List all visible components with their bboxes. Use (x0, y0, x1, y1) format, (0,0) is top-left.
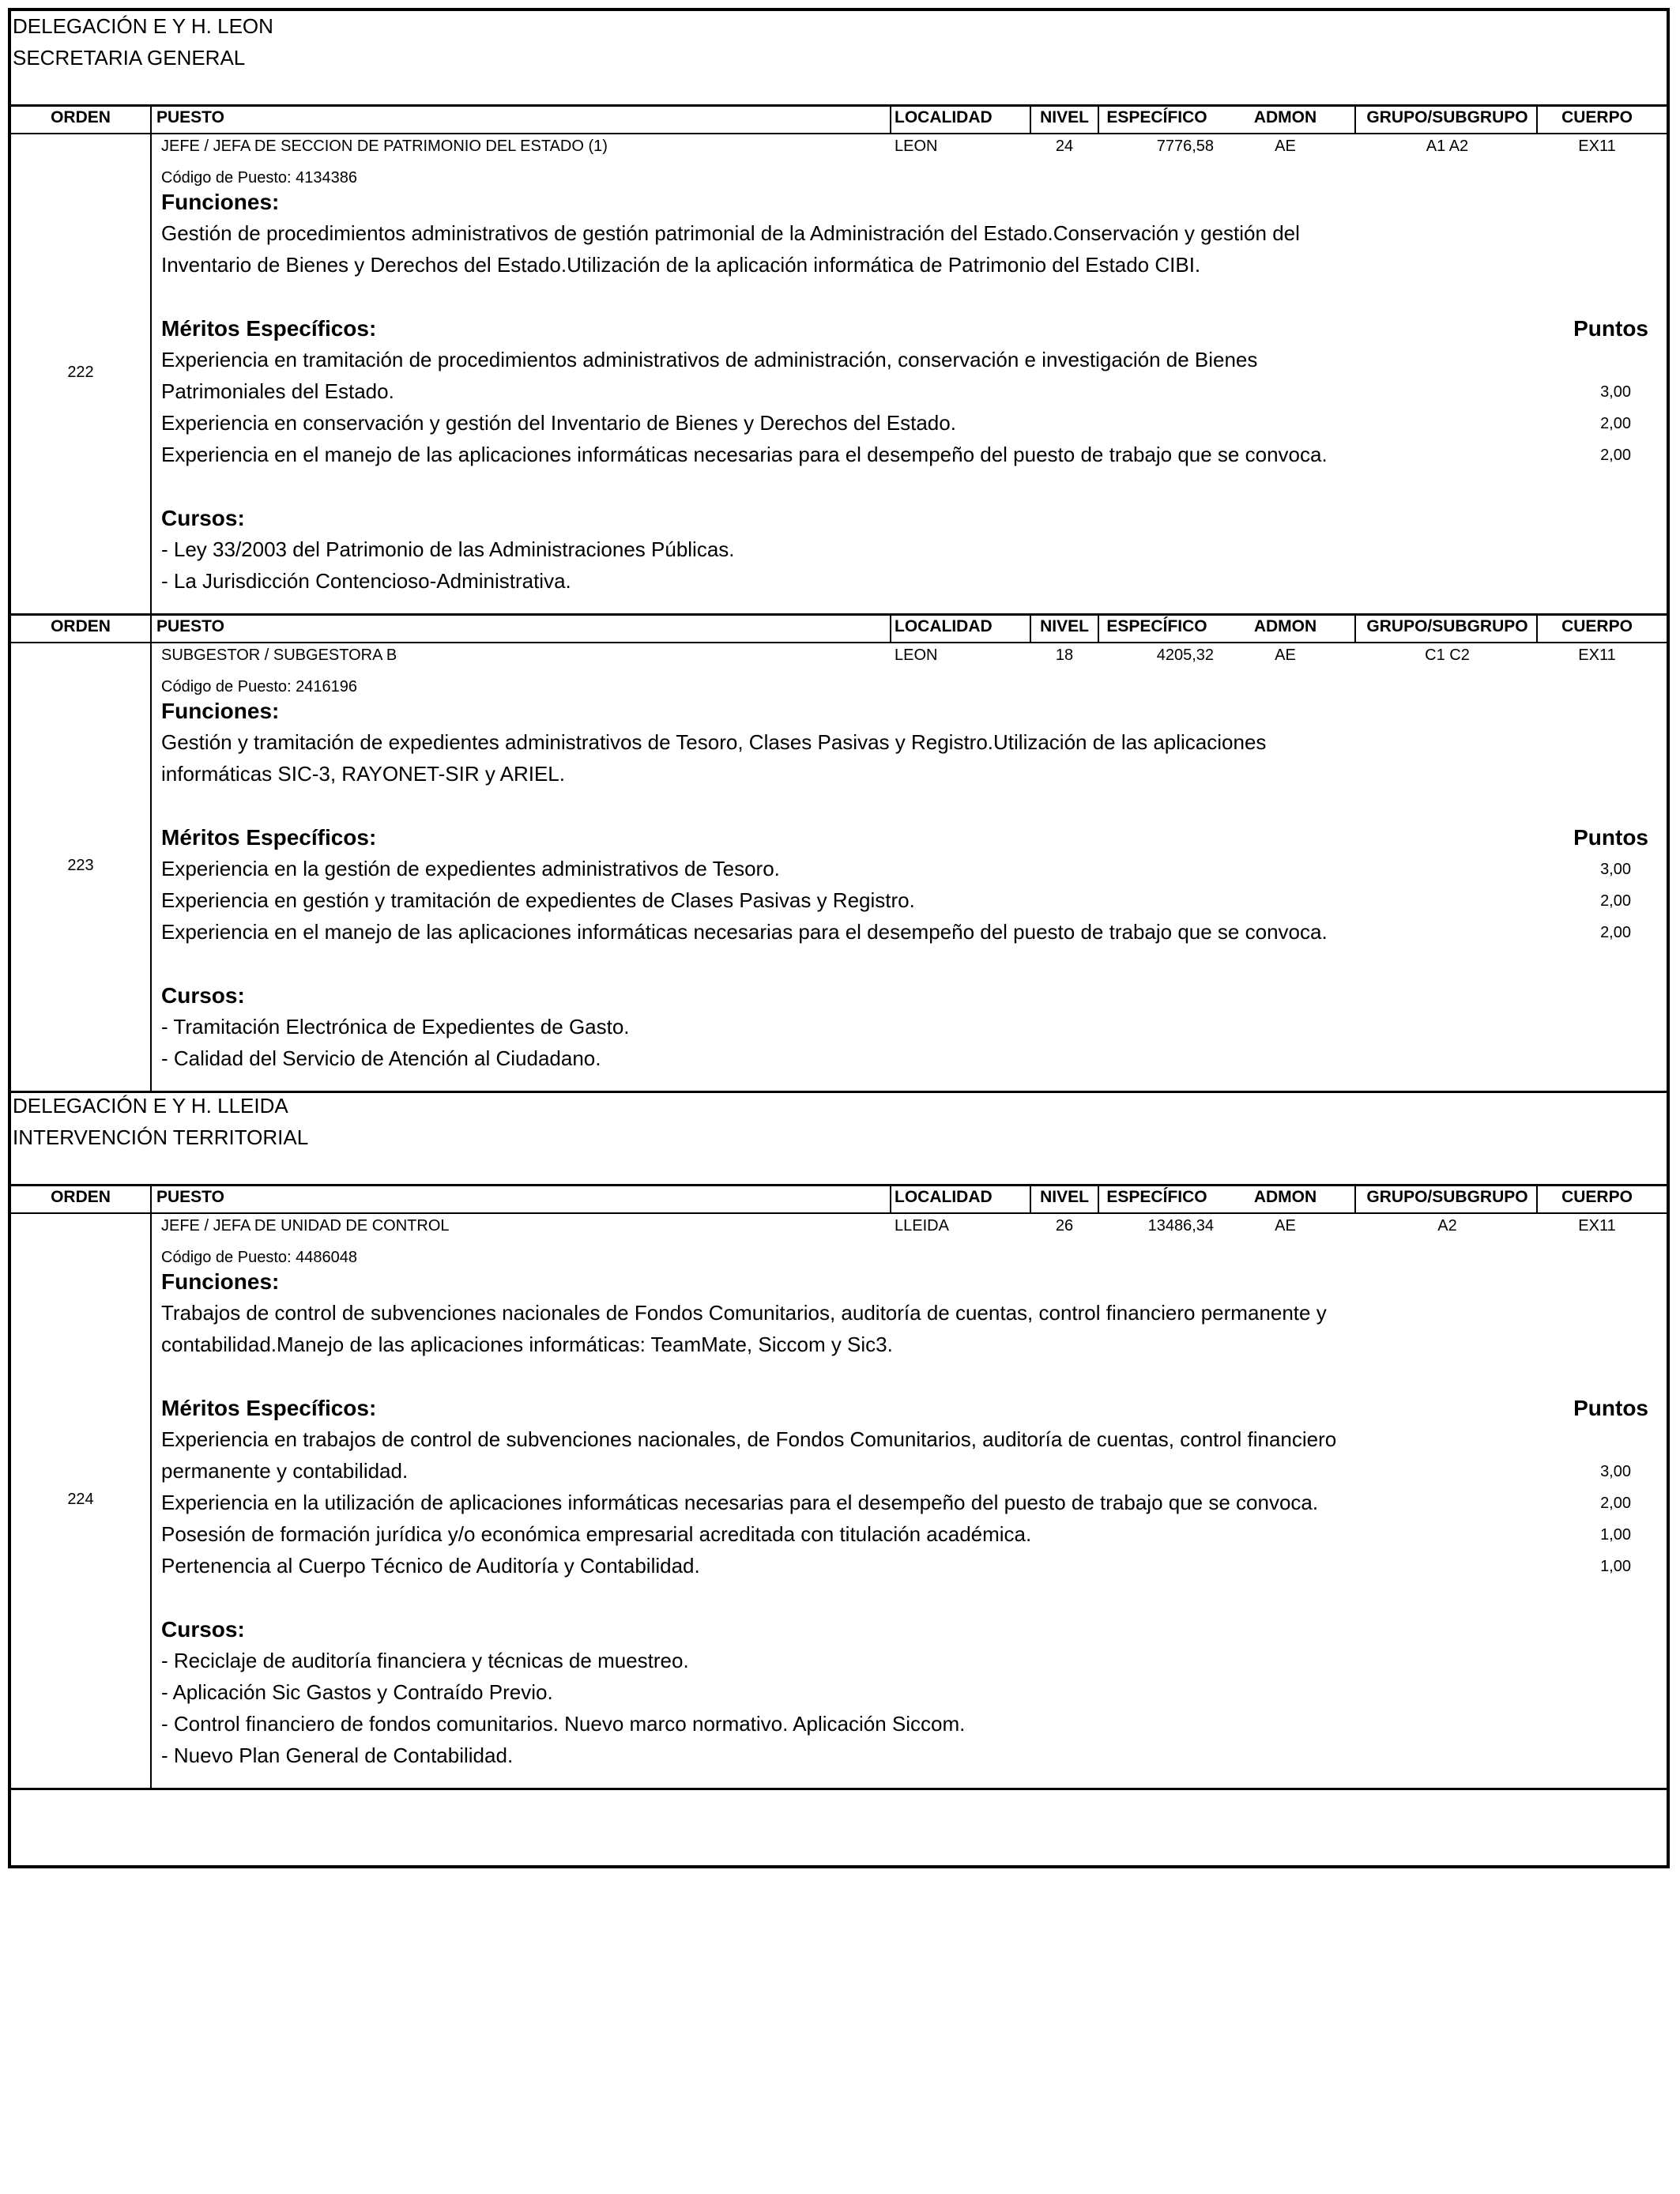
header-puesto: PUESTO (156, 1188, 224, 1206)
cursos-label: Cursos: (161, 506, 245, 530)
cuerpo: EX11 (1578, 1217, 1616, 1235)
header-nivel: NIVEL (1040, 1188, 1089, 1206)
curso-item: - Nuevo Plan General de Contabilidad. (161, 1744, 514, 1767)
meritos-label: Méritos Específicos: (161, 316, 377, 341)
header-divider (1354, 104, 1356, 133)
header-divider (1098, 1184, 1099, 1212)
merito-text: Experiencia en trabajos de control de subvenciones nacionales, de Fondos Comunitarios, auditoría de cuentas, control financiero (161, 1427, 1337, 1451)
puesto-name: SUBGESTOR / SUBGESTORA B (161, 647, 397, 664)
header-divider (1354, 613, 1356, 642)
merito-puntos: 2,00 (1600, 924, 1631, 941)
header-divider (1354, 1184, 1356, 1212)
header-especifico: ESPECÍFICO (1106, 108, 1207, 126)
nivel: 18 (1055, 647, 1074, 664)
header-divider (1030, 1184, 1031, 1212)
divider (11, 1212, 1667, 1214)
curso-item: - Aplicación Sic Gastos y Contraído Previo. (161, 1680, 553, 1704)
header-nivel: NIVEL (1040, 108, 1089, 126)
header-grupo: GRUPO/SUBGRUPO (1366, 108, 1528, 126)
localidad: LLEIDA (895, 1217, 949, 1235)
admon: AE (1275, 1217, 1296, 1235)
cuerpo: EX11 (1578, 647, 1616, 664)
header-grupo: GRUPO/SUBGRUPO (1366, 617, 1528, 635)
orden-number: 224 (67, 1491, 94, 1508)
header-divider (890, 613, 891, 642)
grupo: A1 A2 (1426, 138, 1469, 155)
unit-subdivision: SECRETARIA GENERAL (13, 46, 246, 70)
header-divider (1030, 104, 1031, 133)
header-divider (150, 104, 152, 133)
merito-puntos: 1,00 (1600, 1526, 1631, 1544)
orden-column-divider (150, 1212, 152, 1788)
header-localidad: LOCALIDAD (895, 617, 993, 635)
merito-text: Pertenencia al Cuerpo Técnico de Auditoría y Contabilidad. (161, 1554, 700, 1578)
curso-item: - La Jurisdicción Contencioso-Administrativa. (161, 569, 571, 593)
funciones-label: Funciones: (161, 699, 280, 723)
merito-text: Experiencia en la gestión de expedientes administrativos de Tesoro. (161, 857, 780, 880)
unit-name: DELEGACIÓN E Y H. LEON (13, 14, 273, 38)
merito-puntos: 2,00 (1600, 892, 1631, 910)
divider (11, 613, 1667, 616)
header-divider (1098, 104, 1099, 133)
merito-puntos: 2,00 (1600, 447, 1631, 464)
grupo: C1 C2 (1425, 647, 1470, 664)
header-divider (1536, 613, 1538, 642)
curso-item: - Calidad del Servicio de Atención al Ciudadano. (161, 1046, 601, 1070)
puesto-name: JEFE / JEFA DE SECCION DE PATRIMONIO DEL ESTADO (1) (161, 138, 608, 155)
header-especifico: ESPECÍFICO (1106, 1188, 1207, 1206)
curso-item: - Control financiero de fondos comunitarios. Nuevo marco normativo. Aplicación Siccom. (161, 1712, 966, 1736)
orden-number: 222 (67, 364, 94, 381)
cursos-label: Cursos: (161, 983, 245, 1008)
merito-puntos: 1,00 (1600, 1558, 1631, 1575)
merito-puntos: 3,00 (1600, 861, 1631, 878)
header-divider (1098, 613, 1099, 642)
merito-text: Posesión de formación jurídica y/o económica empresarial acreditada con titulación académica. (161, 1522, 1032, 1546)
meritos-label: Méritos Específicos: (161, 1396, 377, 1420)
funciones-text: Gestión de procedimientos administrativos de gestión patrimonial de la Administración del Estado.Conservación y gestión del (161, 221, 1300, 245)
header-divider (150, 1184, 152, 1212)
especifico: 4205,32 (1156, 647, 1214, 664)
divider (11, 1184, 1667, 1186)
funciones-label: Funciones: (161, 190, 280, 214)
admon: AE (1275, 647, 1296, 664)
merito-text: Experiencia en gestión y tramitación de expedientes de Clases Pasivas y Registro. (161, 888, 915, 912)
curso-item: - Tramitación Electrónica de Expedientes de Gasto. (161, 1015, 630, 1039)
especifico: 7776,58 (1156, 138, 1214, 155)
localidad: LEON (895, 138, 938, 155)
header-divider (890, 104, 891, 133)
funciones-text: contabilidad.Manejo de las aplicaciones informáticas: TeamMate, Siccom y Sic3. (161, 1333, 893, 1356)
header-admon: ADMON (1253, 617, 1317, 635)
orden-column-divider (150, 133, 152, 613)
codigo-puesto: Código de Puesto: 4134386 (161, 169, 357, 187)
divider (11, 104, 1667, 107)
unit-subdivision: INTERVENCIÓN TERRITORIAL (13, 1125, 309, 1149)
puesto-name: JEFE / JEFA DE UNIDAD DE CONTROL (161, 1217, 450, 1235)
header-cuerpo: CUERPO (1561, 1188, 1633, 1206)
especifico: 13486,34 (1147, 1217, 1214, 1235)
merito-text: permanente y contabilidad. (161, 1459, 409, 1483)
divider (11, 1091, 1667, 1093)
header-orden: ORDEN (51, 617, 111, 635)
header-localidad: LOCALIDAD (895, 1188, 993, 1206)
grupo: A2 (1437, 1217, 1457, 1235)
divider (11, 133, 1667, 134)
meritos-label: Méritos Específicos: (161, 825, 377, 850)
header-cuerpo: CUERPO (1561, 617, 1633, 635)
header-divider (1030, 613, 1031, 642)
curso-item: - Ley 33/2003 del Patrimonio de las Administraciones Públicas. (161, 537, 735, 561)
document-frame (8, 8, 1670, 1868)
orden-column-divider (150, 642, 152, 1091)
puntos-label: Puntos (1573, 825, 1648, 850)
funciones-text: Gestión y tramitación de expedientes administrativos de Tesoro, Clases Pasivas y Registro.Utilización de las aplicaciones (161, 730, 1267, 754)
merito-text: Experiencia en conservación y gestión del Inventario de Bienes y Derechos del Estado. (161, 411, 956, 435)
divider (11, 642, 1667, 643)
merito-puntos: 2,00 (1600, 415, 1631, 432)
header-especifico: ESPECÍFICO (1106, 617, 1207, 635)
nivel: 24 (1055, 138, 1074, 155)
header-orden: ORDEN (51, 1188, 111, 1206)
header-nivel: NIVEL (1040, 617, 1089, 635)
merito-text: Experiencia en la utilización de aplicaciones informáticas necesarias para el desempeño del puesto de trabajo que se convoca. (161, 1491, 1319, 1514)
funciones-text: Inventario de Bienes y Derechos del Estado.Utilización de la aplicación informática de Patrimonio del Estado CIBI. (161, 253, 1201, 277)
localidad: LEON (895, 647, 938, 664)
header-orden: ORDEN (51, 108, 111, 126)
admon: AE (1275, 138, 1296, 155)
cursos-label: Cursos: (161, 1617, 245, 1642)
codigo-puesto: Código de Puesto: 4486048 (161, 1249, 357, 1266)
merito-text: Experiencia en tramitación de procedimientos administrativos de administración, conservación e investigación de Bienes (161, 348, 1258, 371)
header-divider (150, 613, 152, 642)
merito-text: Patrimoniales del Estado. (161, 379, 394, 403)
header-localidad: LOCALIDAD (895, 108, 993, 126)
merito-text: Experiencia en el manejo de las aplicaciones informáticas necesarias para el desempeño del puesto de trabajo que se convoca. (161, 443, 1328, 466)
curso-item: - Reciclaje de auditoría financiera y técnicas de muestreo. (161, 1649, 689, 1672)
divider (11, 1788, 1667, 1790)
funciones-text: informáticas SIC-3, RAYONET-SIR y ARIEL. (161, 762, 565, 786)
merito-puntos: 3,00 (1600, 1463, 1631, 1480)
orden-number: 223 (67, 857, 94, 874)
header-divider (1536, 104, 1538, 133)
cuerpo: EX11 (1578, 138, 1616, 155)
header-puesto: PUESTO (156, 108, 224, 126)
header-admon: ADMON (1253, 108, 1317, 126)
puntos-label: Puntos (1573, 1396, 1648, 1420)
codigo-puesto: Código de Puesto: 2416196 (161, 678, 357, 696)
merito-puntos: 3,00 (1600, 383, 1631, 401)
funciones-text: Trabajos de control de subvenciones nacionales de Fondos Comunitarios, auditoría de cuentas, control financiero permanente y (161, 1301, 1327, 1325)
header-divider (1536, 1184, 1538, 1212)
puntos-label: Puntos (1573, 316, 1648, 341)
funciones-label: Funciones: (161, 1269, 280, 1294)
header-admon: ADMON (1253, 1188, 1317, 1206)
header-puesto: PUESTO (156, 617, 224, 635)
header-cuerpo: CUERPO (1561, 108, 1633, 126)
header-grupo: GRUPO/SUBGRUPO (1366, 1188, 1528, 1206)
merito-text: Experiencia en el manejo de las aplicaciones informáticas necesarias para el desempeño del puesto de trabajo que se convoca. (161, 920, 1328, 944)
unit-name: DELEGACIÓN E Y H. LLEIDA (13, 1094, 288, 1118)
header-divider (890, 1184, 891, 1212)
nivel: 26 (1055, 1217, 1074, 1235)
merito-puntos: 2,00 (1600, 1495, 1631, 1512)
